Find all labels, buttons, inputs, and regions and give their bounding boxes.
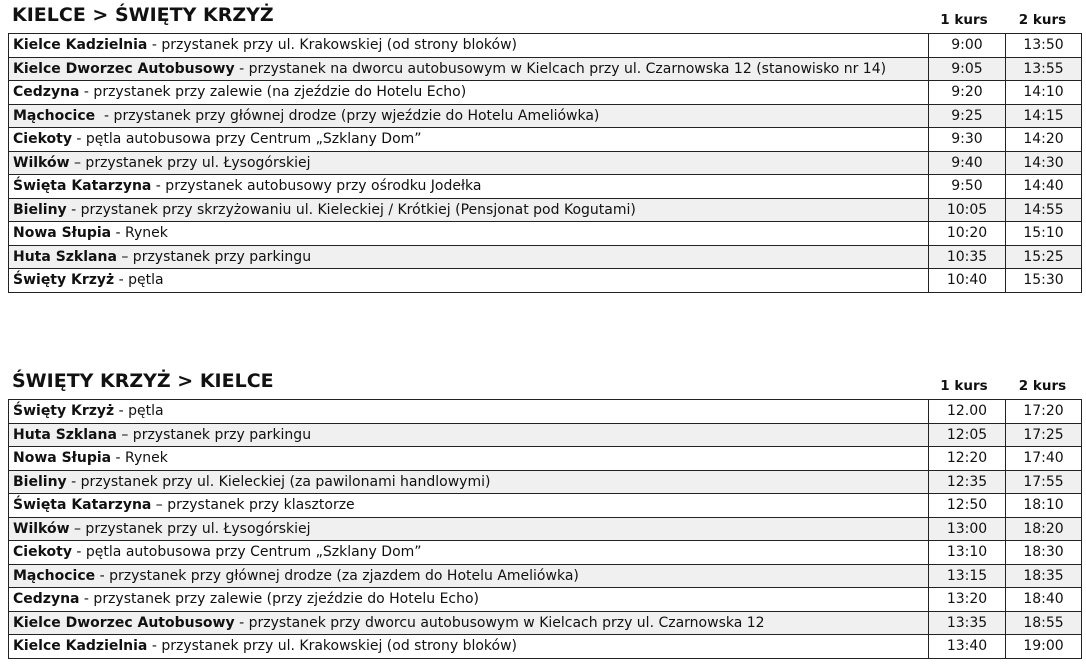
departure-time-run-1: 13:40: [929, 635, 1006, 659]
departure-time-run-2: 15:25: [1006, 245, 1082, 269]
departure-time-run-1: 12:35: [929, 470, 1006, 494]
stop-cell: [9, 588, 929, 612]
departure-time-run-1: 9:25: [929, 104, 1006, 128]
stop-description: - przystanek autobusowy przy ośrodku Jodełka: [151, 178, 482, 195]
departure-time-run-1: 10:20: [929, 222, 1006, 246]
table-row: [9, 611, 1082, 635]
stop-description: - przystanek przy zalewie (na zjeździe do Hotelu Echo): [79, 84, 467, 101]
stop-description: – przystanek przy parkingu: [116, 426, 312, 443]
departure-time-run-1: 13:00: [929, 517, 1006, 541]
departure-time-run-2: 13:50: [1006, 34, 1082, 58]
departure-time-run-2: 14:40: [1006, 175, 1082, 199]
stop-description: - przystanek przy zalewie (przy zjeździe do Hotelu Echo): [79, 591, 480, 608]
departure-time-run-2: 14:55: [1006, 198, 1082, 222]
stop-description: - Rynek: [111, 450, 168, 467]
stop-cell: [9, 128, 929, 152]
stop-cell: [9, 34, 929, 58]
departure-time-run-2: 18:35: [1006, 564, 1082, 588]
stop-description: - Rynek: [111, 225, 168, 242]
departure-time-run-2: 15:10: [1006, 222, 1082, 246]
stop-cell: [9, 517, 929, 541]
table-row: [9, 198, 1082, 222]
stop-cell: [9, 564, 929, 588]
departure-time-run-2: 19:00: [1006, 635, 1082, 659]
departure-time-run-1: 12:05: [929, 423, 1006, 447]
departure-time-run-2: 17:20: [1006, 400, 1082, 424]
stop-cell: [9, 635, 929, 659]
stop-name: Kielce Kadzielnia: [13, 37, 148, 54]
section-title: KIELCE > ŚWIĘTY KRZYŻ: [12, 4, 274, 26]
stop-description: - przystanek na dworcu autobusowym w Kielcach przy ul. Czarnowska 12 (stanowisko nr 14): [234, 60, 887, 77]
departure-time-run-2: 14:20: [1006, 128, 1082, 152]
stop-name: Bieliny: [13, 473, 67, 490]
stop-name: Nowa Słupia: [13, 450, 112, 467]
departure-time-run-1: 9:05: [929, 57, 1006, 81]
departure-time-run-1: 10:05: [929, 198, 1006, 222]
stop-cell: [9, 423, 929, 447]
stop-name: Bieliny: [13, 201, 67, 218]
stop-name: Wilków: [13, 520, 70, 537]
stop-name: Cedzyna: [13, 84, 80, 101]
table-row: [9, 635, 1082, 659]
stop-name: Wilków: [13, 154, 70, 171]
stop-cell: [9, 269, 929, 293]
departure-time-run-1: 12:50: [929, 494, 1006, 518]
stop-cell: [9, 541, 929, 565]
departure-time-run-1: 13:20: [929, 588, 1006, 612]
stop-name: Kielce Dworzec Autobusowy: [13, 60, 235, 77]
stop-name: Kielce Dworzec Autobusowy: [13, 614, 235, 631]
stop-description: – przystanek przy klasztorze: [151, 497, 355, 514]
stop-description: – przystanek przy ul. Łysogórskiej: [69, 154, 311, 171]
column-header-run-1: 1 kurs: [940, 12, 988, 28]
departure-time-run-1: 9:40: [929, 151, 1006, 175]
stop-description: - przystanek przy głównej drodze (przy wjeździe do Hotelu Ameliówka): [95, 107, 600, 124]
table-row: [9, 494, 1082, 518]
stop-description: - pętla autobusowa przy Centrum „Szklany Dom”: [71, 544, 422, 561]
departure-time-run-2: 14:10: [1006, 81, 1082, 105]
departure-time-run-2: 18:20: [1006, 517, 1082, 541]
stop-cell: [9, 470, 929, 494]
departure-time-run-1: 10:40: [929, 269, 1006, 293]
stop-description: - przystanek przy ul. Krakowskiej (od strony bloków): [147, 638, 517, 655]
stop-name: Huta Szklana: [13, 426, 117, 443]
table-row: [9, 128, 1082, 152]
table-row: [9, 81, 1082, 105]
table-row: [9, 104, 1082, 128]
stop-cell: [9, 400, 929, 424]
table-row: [9, 447, 1082, 471]
stop-description: - przystanek przy ul. Krakowskiej (od strony bloków): [147, 37, 517, 54]
departure-time-run-2: 17:55: [1006, 470, 1082, 494]
stop-name: Święty Krzyż: [13, 272, 115, 289]
departure-time-run-1: 9:20: [929, 81, 1006, 105]
stop-cell: [9, 151, 929, 175]
stop-name: Święta Katarzyna: [13, 178, 152, 195]
column-header-run-2: 2 kurs: [1018, 378, 1067, 394]
stop-cell: [9, 447, 929, 471]
stop-description: - przystanek przy ul. Kieleckiej (za pawilonami handlowymi): [66, 473, 491, 490]
stop-cell: [9, 198, 929, 222]
stop-name: Mąchocice: [13, 107, 96, 124]
stop-description: - pętla: [114, 403, 164, 420]
departure-time-run-1: 13:10: [929, 541, 1006, 565]
departure-time-run-1: 9:50: [929, 175, 1006, 199]
stop-description: – przystanek przy parkingu: [116, 248, 312, 265]
departure-time-run-2: 18:55: [1006, 611, 1082, 635]
departure-time-run-1: 9:30: [929, 128, 1006, 152]
table-row: [9, 588, 1082, 612]
table-row: [9, 564, 1082, 588]
stop-cell: [9, 494, 929, 518]
departure-time-run-2: 13:55: [1006, 57, 1082, 81]
stop-name: Kielce Kadzielnia: [13, 638, 148, 655]
stop-cell: [9, 81, 929, 105]
table-row: [9, 541, 1082, 565]
table-row: [9, 517, 1082, 541]
stop-cell: [9, 57, 929, 81]
departure-time-run-2: 17:40: [1006, 447, 1082, 471]
stop-name: Święty Krzyż: [13, 403, 115, 420]
stop-name: Nowa Słupia: [13, 225, 112, 242]
departure-time-run-2: 18:30: [1006, 541, 1082, 565]
stop-cell: [9, 611, 929, 635]
stop-name: Ciekoty: [13, 544, 72, 561]
table-row: [9, 175, 1082, 199]
departure-time-run-2: 18:40: [1006, 588, 1082, 612]
departure-time-run-2: 14:30: [1006, 151, 1082, 175]
stop-cell: [9, 104, 929, 128]
table-row: [9, 57, 1082, 81]
departure-time-run-1: 13:35: [929, 611, 1006, 635]
table-row: [9, 151, 1082, 175]
stop-cell: [9, 245, 929, 269]
column-header-run-2: 2 kurs: [1018, 12, 1067, 28]
stop-description: - przystanek przy dworcu autobusowym w Kielcach przy ul. Czarnowska 12: [234, 614, 765, 631]
table-row: [9, 269, 1082, 293]
departure-time-run-1: 12.00: [929, 400, 1006, 424]
column-header-run-1: 1 kurs: [940, 378, 988, 394]
departure-time-run-1: 10:35: [929, 245, 1006, 269]
departure-time-run-1: 9:00: [929, 34, 1006, 58]
table-row: [9, 470, 1082, 494]
departure-time-run-2: 14:15: [1006, 104, 1082, 128]
departure-time-run-2: 18:10: [1006, 494, 1082, 518]
departure-time-run-1: 13:15: [929, 564, 1006, 588]
table-row: [9, 400, 1082, 424]
stop-description: - pętla autobusowa przy Centrum „Szklany Dom”: [71, 131, 422, 148]
stop-name: Święta Katarzyna: [13, 497, 152, 514]
stop-description: - przystanek przy skrzyżowaniu ul. Kieleckiej / Krótkiej (Pensjonat pod Kogutami): [66, 201, 636, 218]
table-row: [9, 423, 1082, 447]
timetable: [8, 399, 1082, 659]
table-row: [9, 222, 1082, 246]
stop-cell: [9, 175, 929, 199]
stop-description: - pętla: [114, 272, 164, 289]
stop-description: - przystanek przy głównej drodze (za zjazdem do Hotelu Ameliówka): [95, 567, 579, 584]
stop-cell: [9, 222, 929, 246]
stop-name: Huta Szklana: [13, 248, 117, 265]
departure-time-run-1: 12:20: [929, 447, 1006, 471]
stop-name: Ciekoty: [13, 131, 72, 148]
stop-name: Cedzyna: [13, 591, 80, 608]
stop-description: – przystanek przy ul. Łysogórskiej: [69, 520, 311, 537]
stop-name: Mąchocice: [13, 567, 96, 584]
timetable: [8, 33, 1082, 293]
departure-time-run-2: 15:30: [1006, 269, 1082, 293]
table-row: [9, 34, 1082, 58]
departure-time-run-2: 17:25: [1006, 423, 1082, 447]
table-row: [9, 245, 1082, 269]
section-title: ŚWIĘTY KRZYŻ > KIELCE: [12, 370, 274, 392]
